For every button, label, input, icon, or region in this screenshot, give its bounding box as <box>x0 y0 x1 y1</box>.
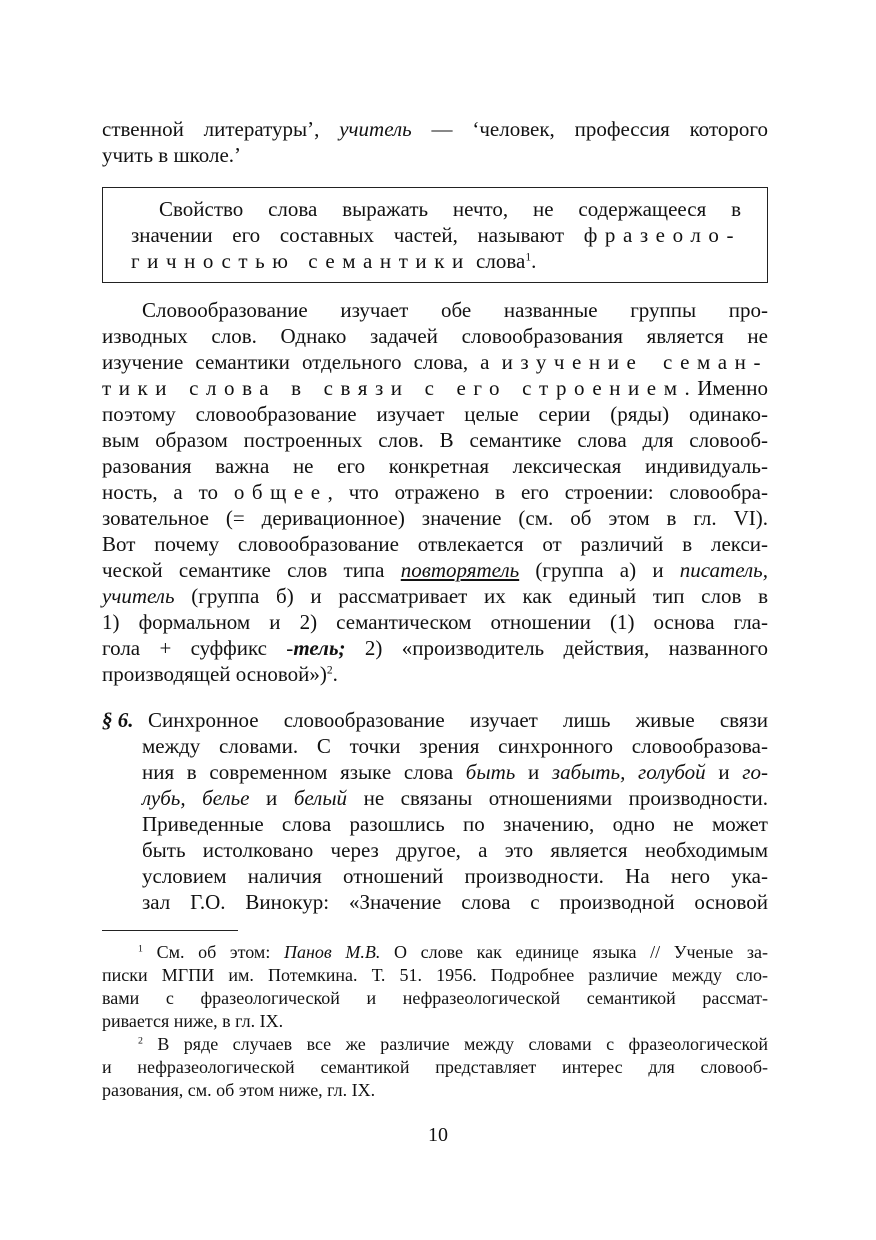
para2-line <box>142 837 768 863</box>
box-line-2 <box>131 222 741 248</box>
footnotes-segment: О слове как единице языка // Ученые за- <box>380 942 768 962</box>
box-line-3 <box>131 248 741 274</box>
para1-line <box>102 453 768 479</box>
top_lines-segment: учитель <box>339 117 412 141</box>
para1-segment: 2) «производитель действия, названного <box>345 636 768 660</box>
footnotes-segment: писки МГПИ им. Потемкина. Т. 51. 1956. Подробнее различие между сло- <box>102 965 768 985</box>
para1-segment: повторятель <box>400 558 520 582</box>
para1-segment: поэтому словообразование изучает целые серии (ряды) одинако- <box>102 402 768 426</box>
para1-segment: тики слова в связи с его строением <box>102 376 685 400</box>
box-line-3-text: слова <box>470 249 526 273</box>
para1-segment: (группа б) и рассматривает их как единый тип слов в <box>174 584 768 608</box>
para1-line <box>102 531 768 557</box>
para2-segment: лубь, белье <box>142 786 250 810</box>
para1-segment: тель; <box>293 636 346 660</box>
section-mark: § 6. <box>102 708 134 732</box>
para1-line <box>102 349 768 375</box>
footnotes-line <box>102 987 768 1010</box>
footnotes-segment: См. об этом: <box>142 942 284 962</box>
para1-segment: зовательное (= деривационное) значение (см. об этом в гл. VI). <box>102 506 768 530</box>
footnotes-segment: 1 <box>138 943 143 955</box>
para1-segment: . <box>332 662 338 686</box>
para1-line <box>102 505 768 531</box>
definition-box <box>102 187 768 283</box>
para2-segment: ния в современном языке слова <box>142 760 466 784</box>
footnotes-line <box>138 1033 768 1056</box>
para1-line <box>102 479 768 505</box>
para1-segment: (группа а) и <box>519 558 680 582</box>
para1-segment: производящей основой») <box>102 662 327 686</box>
para2-segment: Приведенные слова разошлись по значению, одно не может <box>142 812 768 836</box>
para1-line <box>102 661 768 687</box>
top_lines-line <box>102 116 768 142</box>
footnotes-segment: и нефразеологической семантикой представляет интерес для словооб- <box>102 1057 768 1077</box>
footnotes-line <box>138 941 768 964</box>
para1-segment: ность, а то <box>102 480 234 504</box>
para2-segment: между словами. С точки зрения синхронного словообразова- <box>142 734 768 758</box>
para2-segment: не связаны отношениями производности. <box>347 786 768 810</box>
footnotes-segment: разования, см. об этом ниже, гл. IX. <box>102 1080 376 1100</box>
para2-segment: Синхронное словообразование изучает лишь живые связи <box>148 708 768 732</box>
para1-segment: вым образом построенных слов. В семантике слова для словооб- <box>102 428 768 452</box>
footnotes-segment: В ряде случаев все же различие между словами с фразеологической <box>142 1034 768 1054</box>
para2-line <box>142 759 768 785</box>
para1-segment: Словообразование изучает обе названные группы про- <box>142 298 768 322</box>
top_lines-segment: ственной литературы’, <box>102 117 340 141</box>
para1-segment: Вот почему словообразование отвлекается от различий в лекси- <box>102 532 768 556</box>
para2-line <box>142 785 768 811</box>
para1-segment: изучение семантики отдельного слова, а <box>102 350 502 374</box>
para1-line <box>102 583 768 609</box>
para2-segment: условием наличия отношений производности. На него ука- <box>142 864 768 888</box>
box-term-start: фразеоло- <box>583 223 741 247</box>
para1-segment: разования важна не его конкретная лексическая индивидуаль- <box>102 454 768 478</box>
para1-segment: 1) формальном и 2) семантическом отношении (1) основа гла- <box>102 610 768 634</box>
para2-segment: забыть, голубой <box>551 760 706 784</box>
para1-segment: изводных слов. Однако задачей словообразования является не <box>102 324 768 348</box>
para1-segment: гола + суффикс - <box>102 636 294 660</box>
para1-segment: учитель <box>102 584 175 608</box>
footnotes-segment: Панов М.В. <box>283 942 381 962</box>
footnotes-line <box>102 1010 768 1033</box>
para1-segment: . Именно <box>684 376 768 400</box>
page-number: 10 <box>428 1124 448 1146</box>
para1-segment: ческой семантике слов типа <box>102 558 401 582</box>
box-line-1: Свойство слова выражать нечто, не содержащееся в <box>159 197 741 221</box>
para2-line <box>142 733 768 759</box>
para1-segment: 2 <box>326 664 333 677</box>
footnotes-segment: ривается ниже, в гл. IX. <box>102 1011 284 1031</box>
para2-line <box>142 863 768 889</box>
para2-line <box>142 811 768 837</box>
para2-segment: зал Г.О. Винокур: «Значение слова с производной основой <box>142 890 768 914</box>
top_lines-segment: — ‘человек, профессия которого <box>411 117 769 141</box>
para1-segment: писатель, <box>679 558 768 582</box>
top_lines-line <box>102 142 768 168</box>
para2-segment: и <box>515 760 552 784</box>
para1-segment: , что отражено в его строении: словообра- <box>327 480 768 504</box>
para1-line <box>102 401 768 427</box>
para2-line <box>148 707 768 733</box>
para2-segment: и <box>249 786 294 810</box>
para2-line <box>142 889 768 915</box>
para1-line <box>102 635 768 661</box>
box-term-end: гичностью семантики <box>131 249 471 273</box>
footnote-ref-1: 1 <box>525 251 532 264</box>
footnotes-segment: 2 <box>138 1035 143 1047</box>
para2-segment: го- <box>742 760 768 784</box>
top_lines-segment: учить в школе.’ <box>102 143 242 167</box>
para2-segment: и <box>705 760 743 784</box>
footnote-rule <box>102 930 238 931</box>
para1-line <box>142 297 768 323</box>
para1-line <box>102 609 768 635</box>
para2-segment: быть <box>465 760 516 784</box>
para1-line <box>102 557 768 583</box>
para2-segment: белый <box>293 786 348 810</box>
para1-line <box>102 427 768 453</box>
footnotes-segment: вами с фразеологической и нефразеологической семантикой рассмат- <box>102 988 768 1008</box>
para1-segment: общее <box>233 480 328 504</box>
para1-line <box>102 375 768 401</box>
para1-segment: изучение семан- <box>501 350 768 374</box>
footnotes-line <box>102 964 768 987</box>
box-line-2-text: значении его составных частей, называют <box>131 223 584 247</box>
para2-segment: быть истолковано через другое, а это является необходимым <box>142 838 768 862</box>
para1-line <box>102 323 768 349</box>
box-line-3-end: . <box>531 249 537 273</box>
footnotes-line <box>102 1079 768 1102</box>
footnotes-line <box>102 1056 768 1079</box>
